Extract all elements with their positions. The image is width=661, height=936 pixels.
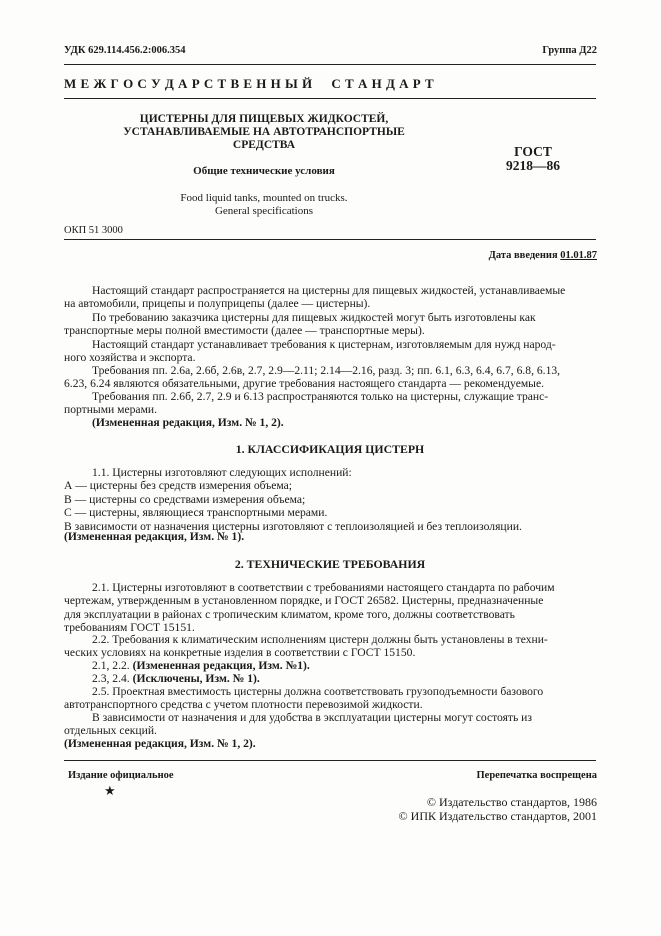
intro-date-label: Дата введения bbox=[488, 250, 558, 261]
interstate-standard-banner: М Е Ж Г О С У Д А Р С Т В Е Н Н Ы Й С Т А Н Д А Р Т bbox=[64, 76, 435, 91]
text-line: Требования пп. 2.6а, 2.6б, 2.6в, 2.7, 2.9—2.11; 2.14—2.16, разд. 3; пп. 6.1, 6.3, 6.4, 6.7, 6.8, 6.13, bbox=[92, 364, 561, 377]
intro-date bbox=[489, 250, 597, 261]
title-line-3: СРЕДСТВА bbox=[232, 139, 296, 151]
clause-2-5-sections bbox=[64, 711, 596, 738]
text-line: требованиям ГОСТ 15151. bbox=[64, 621, 195, 635]
text-line: транспортные меры полной вместимости (далее — транспортные меры). bbox=[64, 324, 425, 338]
text-line: для эксплуатации в районах с тропическим климатом, кроме того, должны соответствовать bbox=[64, 607, 515, 621]
text-line: 1.1. Цистерны изготовляют следующих исполнений: bbox=[92, 466, 352, 479]
gost-number: 9218—86 bbox=[506, 158, 560, 173]
title-line-2: УСТАНАВЛИВАЕМЫЕ НА АВТОТРАНСПОРТНЫЕ bbox=[123, 126, 405, 138]
header-rule-bottom bbox=[64, 98, 596, 99]
udk-code: УДК 629.114.456.2:006.354 bbox=[64, 45, 186, 56]
gost-label: ГОСТ bbox=[514, 144, 552, 159]
text-line: чертежам, утвержденным в установленном порядке, и ГОСТ 26582. Цистерны, предназначенные bbox=[64, 594, 544, 608]
section-2-heading: 2. ТЕХНИЧЕСКИЕ ТРЕБОВАНИЯ bbox=[234, 557, 426, 571]
text-line: ного хозяйства и экспорта. bbox=[64, 351, 196, 365]
text-line: 2.2. Требования к климатическим исполнениям цистерн должны быть установлены в техни- bbox=[92, 633, 548, 646]
amendment-note: (Исключены, Изм. № 1). bbox=[132, 672, 260, 685]
clause-2-1 bbox=[64, 581, 596, 635]
header-rule-top bbox=[64, 64, 596, 65]
text-line: По требованию заказчика цистерны для пищевых жидкостей могут быть изготовлены как bbox=[92, 311, 536, 324]
okp-code: ОКП 51 3000 bbox=[64, 225, 123, 236]
text-line: В зависимости от назначения цистерны изготовляют с теплоизоляцией и без теплоизоляции. bbox=[64, 519, 522, 533]
text-line: Настоящий стандарт устанавливает требования к цистернам, изготовляемым для нужд народ- bbox=[92, 338, 556, 351]
star-icon: ★ bbox=[104, 783, 116, 798]
text-line: на автомобили, прицепы и полуприцепы (далее — цистерны). bbox=[64, 297, 371, 311]
document-subtitle: Общие технические условия bbox=[193, 165, 335, 177]
section-1-body bbox=[64, 466, 596, 533]
clause-2-1-2-2-amendment bbox=[64, 659, 596, 672]
copyright-1986: © Издательство стандартов, 1986 bbox=[426, 795, 597, 809]
document-title bbox=[64, 113, 464, 152]
intro-paragraph-4 bbox=[64, 364, 596, 391]
text-line: автотранспортного средства с учетом плотности перевозимой жидкости. bbox=[64, 698, 423, 712]
text-line: 2.5. Проектная вместимость цистерны должна соответствовать грузоподъемности базового bbox=[92, 685, 544, 698]
text-line: С — цистерны, являющиеся транспортными мерами. bbox=[64, 506, 328, 520]
text-line: Требования пп. 2.6б, 2.7, 2.9 и 6.13 распространяются только на цистерны, служащие транс- bbox=[92, 390, 549, 403]
text-line: портными мерами. bbox=[64, 403, 158, 417]
amendment-note: (Измененная редакция, Изм. №1). bbox=[132, 659, 310, 672]
section-1-heading: 1. КЛАССИФИКАЦИЯ ЦИСТЕРН bbox=[235, 442, 425, 456]
text-line: 2.1. Цистерны изготовляют в соответствии с требованиями настоящего стандарта по рабочим bbox=[92, 581, 555, 594]
footer-rule bbox=[64, 760, 596, 761]
section-1-amendment-note: (Измененная редакция, Изм. № 1). bbox=[64, 530, 245, 543]
intro-amendment-note: (Измененная редакция, Изм. № 1, 2). bbox=[92, 416, 284, 429]
title-rule bbox=[64, 239, 596, 240]
text-line: Настоящий стандарт распространяется на цистерны для пищевых жидкостей, устанавливаемые bbox=[92, 284, 566, 297]
intro-paragraph-3 bbox=[64, 338, 596, 365]
clause-2-3-2-4-excluded bbox=[64, 672, 596, 685]
title-line-1: ЦИСТЕРНЫ ДЛЯ ПИЩЕВЫХ ЖИДКОСТЕЙ, bbox=[139, 113, 389, 125]
copyright-2001: © ИПК Издательство стандартов, 2001 bbox=[398, 809, 597, 823]
text-line: В зависимости от назначения и для удобства в эксплуатации цистерны могут состоять из bbox=[92, 711, 532, 724]
section-2-amendment-note: (Измененная редакция, Изм. № 1, 2). bbox=[64, 737, 256, 750]
clause-prefix: 2.3, 2.4. bbox=[92, 672, 130, 685]
group-code: Группа Д22 bbox=[542, 45, 597, 56]
intro-paragraph-5 bbox=[64, 390, 596, 417]
english-title-line-1: Food liquid tanks, mounted on trucks. bbox=[180, 192, 348, 204]
clause-2-5 bbox=[64, 685, 596, 712]
english-title-line-2: General specifications bbox=[214, 205, 314, 217]
text-line: В — цистерны со средствами измерения объема; bbox=[64, 492, 306, 506]
text-line: А — цистерны без средств измерения объема; bbox=[64, 479, 293, 493]
official-edition-label: Издание официальное bbox=[68, 770, 174, 781]
text-line: отдельных секций. bbox=[64, 724, 157, 738]
intro-paragraph-1 bbox=[64, 284, 596, 311]
clause-2-2 bbox=[64, 633, 596, 660]
intro-date-value: 01.01.87 bbox=[560, 250, 597, 261]
text-line: ческих условиях на конкретные изделия в соответствии с ГОСТ 15150. bbox=[64, 646, 416, 660]
reprint-prohibited-label: Перепечатка воспрещена bbox=[476, 770, 597, 781]
intro-paragraph-2 bbox=[64, 311, 596, 338]
clause-prefix: 2.1, 2.2. bbox=[92, 659, 130, 672]
text-line: 6.23, 6.24 являются обязательными, другие требования настоящего стандарта — рекомендуемые. bbox=[64, 377, 545, 391]
